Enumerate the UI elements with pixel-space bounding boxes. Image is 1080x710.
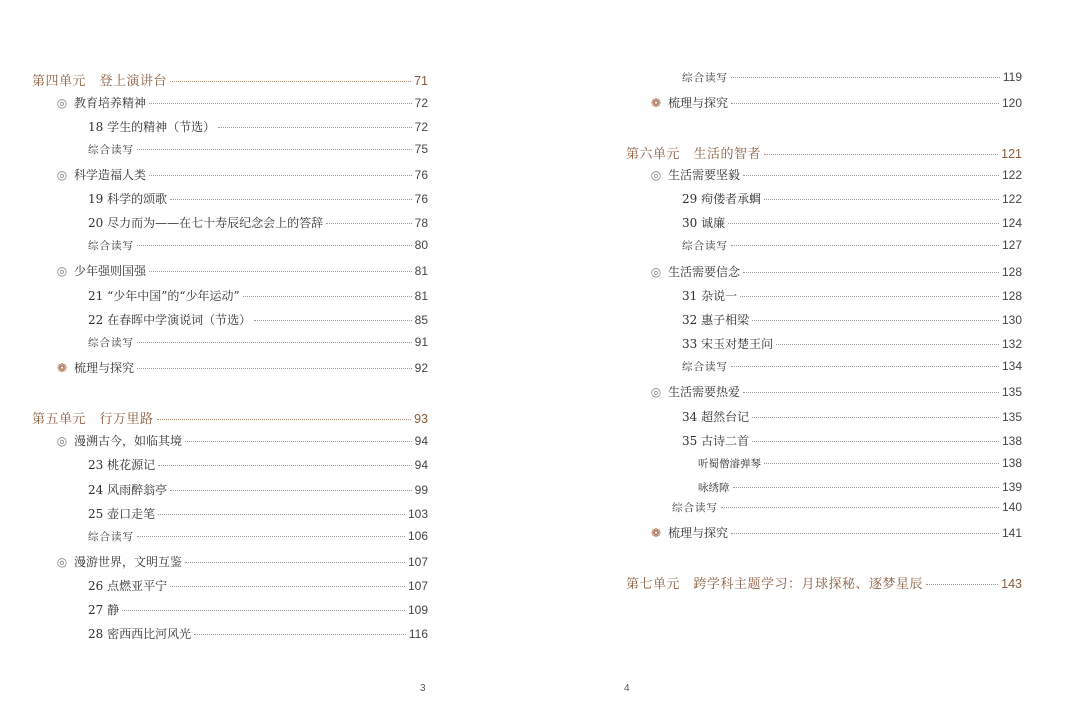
toc-poem[interactable] [622, 456, 1022, 476]
toc-integrated-reading[interactable] [28, 142, 428, 162]
toc-review[interactable] [28, 359, 428, 379]
dot-leader [752, 441, 999, 442]
toc-page-number: 71 [414, 74, 428, 88]
toc-page-number: 143 [1001, 577, 1022, 591]
dot-leader [149, 103, 412, 104]
dot-leader [218, 127, 412, 128]
toc-label: 综合读写 [682, 240, 728, 252]
toc-label: 24 风雨醉翁亭 [88, 483, 168, 497]
toc-page-number: 128 [1001, 289, 1022, 303]
toc-label: 19 科学的颂歌 [88, 192, 168, 206]
toc-integrated-reading[interactable] [622, 359, 1022, 379]
toc-page-number: 138 [1001, 434, 1022, 448]
toc-theme[interactable] [622, 166, 1022, 186]
toc-poem[interactable] [622, 480, 1022, 500]
dot-leader [731, 77, 1000, 78]
toc-label: 28 密西西比河风光 [88, 627, 192, 641]
toc-label: 26 点燃亚平宁 [88, 579, 168, 593]
toc-page-number: 78 [414, 216, 428, 230]
ring-icon: ◎ [56, 168, 68, 182]
toc-page-number: 141 [1001, 526, 1022, 540]
dot-leader [752, 320, 999, 321]
dot-leader [137, 342, 412, 343]
toc-label: 梳理与探究 [668, 526, 729, 540]
toc-unit-heading[interactable] [622, 143, 1022, 163]
toc-page-number: 132 [1001, 337, 1022, 351]
dot-leader [326, 223, 412, 224]
toc-entry[interactable] [28, 190, 428, 210]
dot-leader [743, 392, 999, 393]
dot-leader [158, 514, 405, 515]
dot-leader [721, 507, 999, 508]
toc-theme[interactable] [28, 432, 428, 452]
toc-page-number: 134 [1001, 359, 1022, 373]
toc-page-number: 122 [1001, 168, 1022, 182]
toc-page-number: 119 [1002, 70, 1022, 84]
toc-page-number: 72 [414, 120, 428, 134]
toc-entry[interactable] [622, 408, 1022, 428]
toc-review[interactable] [622, 94, 1022, 114]
toc-label: 少年强则国强 [74, 264, 147, 278]
toc-label: 听蜀僧濬弹琴 [698, 458, 761, 470]
toc-label: 教育培养精神 [74, 96, 147, 110]
toc-page-number: 85 [414, 313, 428, 327]
dot-leader [733, 487, 999, 488]
toc-entry[interactable] [622, 190, 1022, 210]
toc-integrated-reading[interactable] [28, 238, 428, 258]
dot-leader [137, 245, 412, 246]
toc-label: 科学造福人类 [74, 168, 147, 182]
toc-label: 漫溯古今，如临其境 [74, 434, 183, 448]
toc-page-number: 140 [1001, 500, 1022, 514]
flower-icon: ❁ [650, 526, 662, 540]
toc-page-number: 130 [1001, 313, 1022, 327]
dot-leader [243, 296, 412, 297]
toc-page-number: 92 [414, 361, 428, 375]
toc-page-number: 80 [414, 238, 428, 252]
dot-leader [764, 154, 998, 155]
toc-unit-heading[interactable] [622, 573, 1022, 593]
toc-page-number: 75 [414, 142, 428, 156]
toc-page-number: 124 [1001, 216, 1022, 230]
toc-page-number: 93 [414, 412, 428, 426]
toc-entry[interactable] [28, 505, 428, 525]
toc-label: 梳理与探究 [74, 361, 135, 375]
toc-entry[interactable] [622, 335, 1022, 355]
toc-entry[interactable] [28, 625, 428, 645]
toc-integrated-reading[interactable] [622, 238, 1022, 258]
dot-leader [731, 103, 999, 104]
dot-leader [764, 199, 999, 200]
dot-leader [194, 634, 406, 635]
toc-page-number: 109 [407, 603, 428, 617]
toc-page-number: 72 [414, 96, 428, 110]
toc-entry[interactable] [28, 577, 428, 597]
dot-leader [149, 175, 412, 176]
toc-label: 咏绣障 [698, 482, 730, 494]
toc-label: 综合读写 [88, 337, 134, 349]
toc-page-number: 76 [414, 168, 428, 182]
dot-leader [731, 366, 999, 367]
toc-entry[interactable] [28, 287, 428, 307]
toc-integrated-reading[interactable] [28, 335, 428, 355]
toc-theme[interactable] [28, 262, 428, 282]
toc-label: 35 古诗二首 [682, 434, 750, 448]
toc-page-number: 139 [1001, 480, 1022, 494]
toc-label: 18 学生的精神（节选） [88, 120, 216, 134]
toc-page-number: 128 [1001, 265, 1022, 279]
toc-label: 生活需要热爱 [668, 385, 741, 399]
dot-leader [743, 272, 999, 273]
toc-page-number: 116 [408, 627, 428, 641]
toc-page-number: 107 [407, 579, 428, 593]
toc-page-number: 81 [414, 264, 428, 278]
toc-page-number: 94 [414, 458, 428, 472]
flower-icon: ❁ [56, 361, 68, 375]
toc-label: 综合读写 [682, 361, 728, 373]
toc-page-number: 91 [414, 335, 428, 349]
toc-page-number: 103 [407, 507, 428, 521]
toc-label: 第六单元 生活的智者 [626, 147, 762, 162]
dot-leader [728, 223, 999, 224]
toc-unit-heading[interactable] [28, 408, 428, 428]
toc-page-number: 81 [414, 289, 428, 303]
dot-leader [170, 586, 405, 587]
ring-icon: ◎ [56, 434, 68, 448]
toc-theme[interactable] [28, 166, 428, 186]
toc-page-number: 127 [1001, 238, 1022, 252]
ring-icon: ◎ [56, 555, 68, 569]
toc-label: 22 在春晖中学演说词（节选） [88, 313, 252, 327]
toc-page-number: 121 [1001, 147, 1022, 161]
ring-icon: ◎ [650, 168, 662, 182]
dot-leader [752, 417, 999, 418]
toc-unit-heading[interactable] [28, 70, 428, 90]
toc-label: 33 宋玉对楚王问 [682, 337, 774, 351]
toc-page-number: 120 [1001, 96, 1022, 110]
toc-label: 30 诚廉 [682, 216, 726, 230]
toc-label: 生活需要信念 [668, 265, 741, 279]
toc-label: 第四单元 登上演讲台 [32, 74, 168, 89]
toc-page-number: 135 [1001, 410, 1022, 424]
toc-label: 25 壶口走笔 [88, 507, 156, 521]
toc-page-number: 135 [1001, 385, 1022, 399]
toc-entry[interactable] [28, 481, 428, 501]
page-number-right: 4 [624, 683, 630, 694]
dot-leader [170, 199, 412, 200]
toc-label: 综合读写 [88, 531, 134, 543]
toc-page-number: 94 [414, 434, 428, 448]
ring-icon: ◎ [650, 265, 662, 279]
toc-entry[interactable] [28, 601, 428, 621]
dot-leader [122, 610, 405, 611]
toc-label: 31 杂说一 [682, 289, 738, 303]
toc-entry[interactable] [28, 456, 428, 476]
dot-leader [731, 533, 999, 534]
toc-label: 综合读写 [88, 144, 134, 156]
toc-label: 23 桃花源记 [88, 458, 156, 472]
toc-label: 第七单元 跨学科主题学习：月球探秘、逐梦星辰 [626, 577, 924, 592]
dot-leader [170, 490, 412, 491]
toc-entry[interactable] [622, 287, 1022, 307]
toc-page-number: 138 [1001, 456, 1022, 470]
toc-theme[interactable] [28, 553, 428, 573]
toc-entry[interactable] [622, 432, 1022, 452]
toc-theme[interactable] [622, 383, 1022, 403]
toc-entry[interactable] [28, 214, 428, 234]
ring-icon: ◎ [650, 385, 662, 399]
dot-leader [776, 344, 999, 345]
toc-integrated-reading[interactable] [28, 529, 428, 549]
toc-entry[interactable] [622, 311, 1022, 331]
toc-review[interactable] [622, 524, 1022, 544]
toc-page-number: 106 [407, 529, 428, 543]
dot-leader [185, 441, 412, 442]
dot-leader [137, 536, 405, 537]
toc-entry[interactable] [622, 214, 1022, 234]
toc-page-number: 107 [407, 555, 428, 569]
ring-icon: ◎ [56, 264, 68, 278]
dot-leader [158, 465, 412, 466]
ring-icon: ◎ [56, 96, 68, 110]
toc-label: 生活需要坚毅 [668, 168, 741, 182]
toc-label: 20 尽力而为——在七十寿辰纪念会上的答辞 [88, 216, 324, 230]
dot-leader [254, 320, 412, 321]
toc-label: 综合读写 [672, 502, 718, 514]
dot-leader [743, 175, 999, 176]
toc-label: 32 惠子相梁 [682, 313, 750, 327]
dot-leader [157, 419, 412, 420]
toc-theme[interactable] [28, 94, 428, 114]
dot-leader [137, 149, 412, 150]
page-number-left: 3 [420, 683, 426, 694]
dot-leader [149, 271, 412, 272]
toc-label: 27 静 [88, 603, 120, 617]
toc-label: 梳理与探究 [668, 96, 729, 110]
toc-label: 综合读写 [88, 240, 134, 252]
toc-label: 综合读写 [682, 72, 728, 84]
toc-entry[interactable] [28, 311, 428, 331]
dot-leader [764, 463, 999, 464]
toc-label: 21 “少年中国”的“少年运动” [88, 289, 240, 303]
dot-leader [137, 368, 412, 369]
toc-label: 漫游世界，文明互鉴 [74, 555, 183, 569]
dot-leader [731, 245, 999, 246]
toc-page-number: 76 [414, 192, 428, 206]
toc-label: 29 痀偻者承蜩 [682, 192, 762, 206]
toc-page-number: 99 [414, 483, 428, 497]
toc-theme[interactable] [622, 263, 1022, 283]
toc-integrated-reading[interactable] [622, 70, 1022, 90]
dot-leader [185, 562, 405, 563]
flower-icon: ❁ [650, 96, 662, 110]
toc-page-number: 122 [1001, 192, 1022, 206]
toc-entry[interactable] [28, 118, 428, 138]
toc-label: 34 超然台记 [682, 410, 750, 424]
dot-leader [740, 296, 999, 297]
toc-label: 第五单元 行万里路 [32, 412, 154, 427]
toc-integrated-reading[interactable] [622, 500, 1022, 520]
dot-leader [926, 584, 998, 585]
dot-leader [170, 81, 411, 82]
